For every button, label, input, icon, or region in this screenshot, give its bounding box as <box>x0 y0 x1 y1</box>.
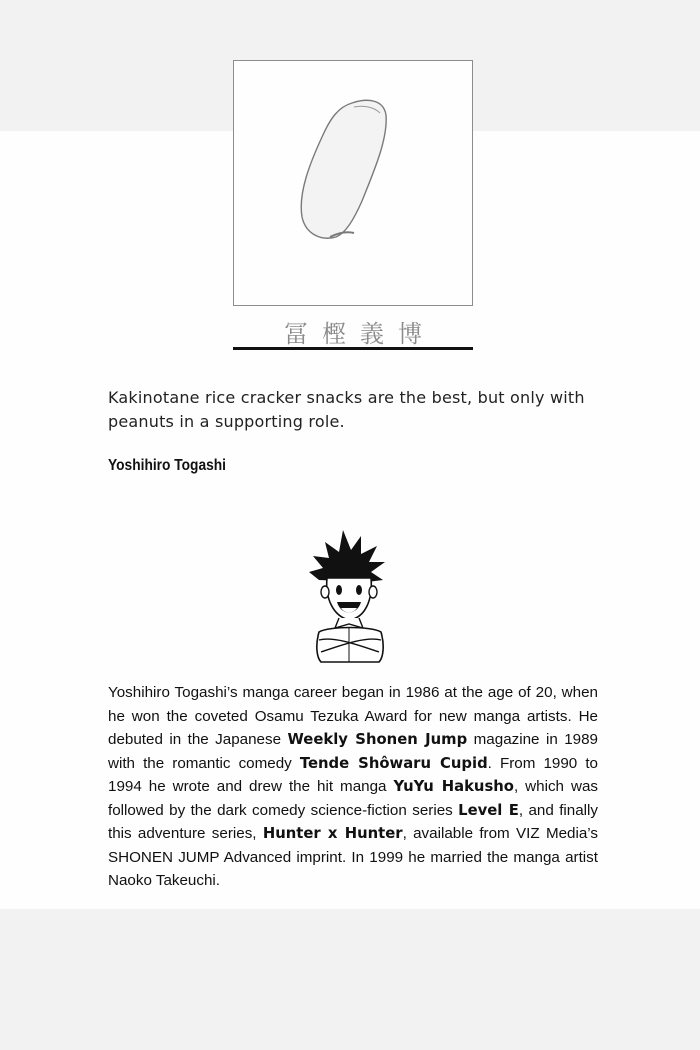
bio-title: Level E <box>458 801 519 819</box>
bio-text: Yoshihiro Togashi’s manga career began in 1986 at the age of 20, when he won the coveted Osamu Tezuka Award for new manga artists. He debuted in the Japanese <box>108 684 598 748</box>
bio-text: , and finally this adventure series, <box>108 801 599 842</box>
bio-title: Tende Shôwaru Cupid <box>299 754 488 772</box>
bio-text: magazine in 1989 with the romantic comedy <box>108 731 599 772</box>
bio-text: , available from VIZ Media’s SHONEN JUMP Advanced imprint. In 1999 he married the manga artist Naoko Takeuchi. <box>108 825 598 889</box>
author-name-japanese: 冨樫義博 <box>284 320 436 348</box>
author-portrait-frame <box>233 60 473 306</box>
bio-text: . From 1990 to 1994 he wrote and drew the hit manga <box>108 754 598 795</box>
bio-text: , which was followed by the dark comedy science-fiction series <box>108 778 598 819</box>
bio-title: Weekly Shonen Jump <box>287 731 468 748</box>
bottom-margin <box>0 909 700 1050</box>
author-quote: Kakinotane rice cracker snacks are the best, but only with peanuts in a supporting role. <box>108 388 585 431</box>
rice-cracker-illustration <box>234 61 474 307</box>
name-underline <box>233 347 473 350</box>
character-illustration <box>305 528 395 663</box>
bio-title: YuYu Hakusho <box>393 778 514 795</box>
bio-title: Hunter x Hunter <box>262 825 403 842</box>
author-biography <box>108 681 598 893</box>
author-signature: Yoshihiro Togashi <box>108 457 226 474</box>
